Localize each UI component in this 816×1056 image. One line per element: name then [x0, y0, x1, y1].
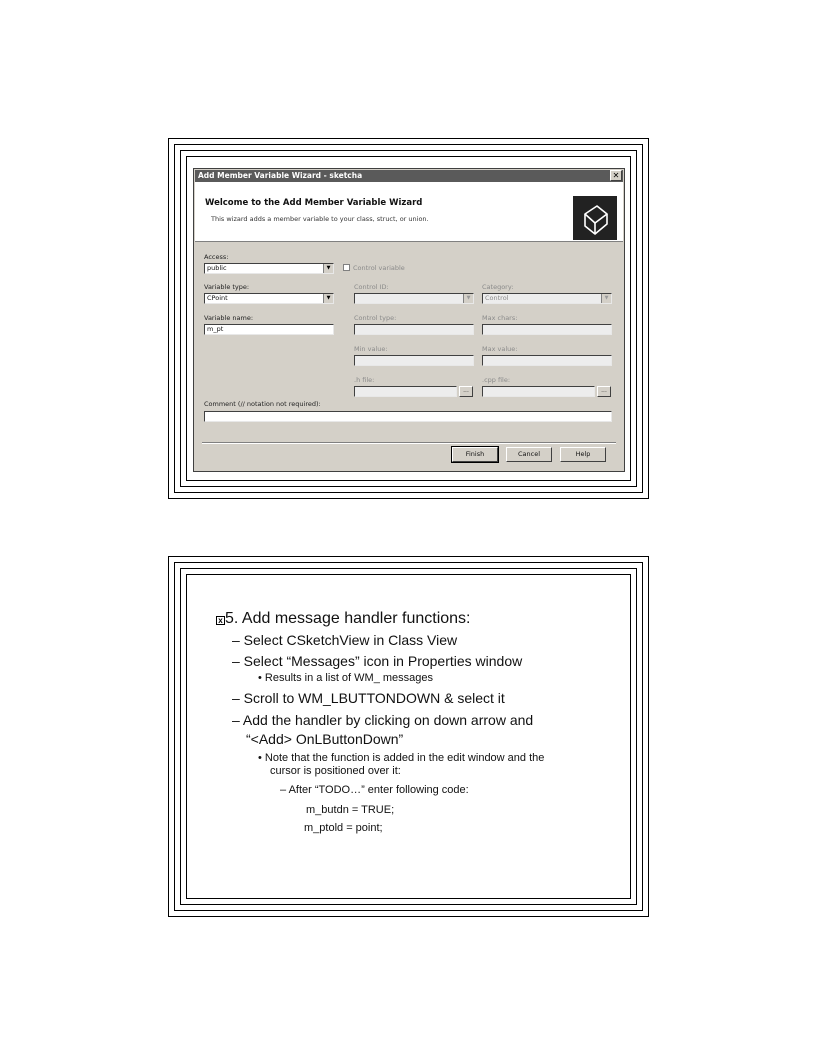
- max-value-label: Max value:: [482, 345, 518, 353]
- wizard-banner: [195, 182, 623, 242]
- cancel-button[interactable]: Cancel: [506, 447, 552, 462]
- control-variable-label: Control variable: [353, 264, 405, 272]
- access-select[interactable]: [204, 263, 334, 274]
- min-value-label: Min value:: [354, 345, 388, 353]
- list-item: – Select CSketchView in Class View: [232, 632, 458, 648]
- h-file-input[interactable]: [354, 386, 457, 397]
- max-chars-label: Max chars:: [482, 314, 518, 322]
- control-id-combo[interactable]: [354, 293, 474, 304]
- max-chars-input[interactable]: [482, 324, 612, 335]
- h-file-browse-button[interactable]: ...: [459, 386, 473, 397]
- cpp-file-browse-button[interactable]: ...: [597, 386, 611, 397]
- code-line: m_butdn = TRUE;: [306, 804, 395, 816]
- dialog-title: Add Member Variable Wizard - sketcha: [198, 171, 363, 180]
- slide-heading: 5. Add message handler functions:: [225, 610, 471, 627]
- category-combo[interactable]: [482, 293, 612, 304]
- close-icon[interactable]: ✕: [610, 170, 622, 181]
- access-value: public: [207, 264, 227, 272]
- list-item: – Scroll to WM_LBUTTONDOWN & select it: [232, 690, 505, 706]
- variable-name-input[interactable]: m_pt: [204, 324, 334, 335]
- control-type-input[interactable]: [354, 324, 474, 335]
- variable-type-label: Variable type:: [204, 283, 250, 291]
- category-value: Control: [485, 294, 509, 302]
- cpp-file-input[interactable]: [482, 386, 595, 397]
- add-member-variable-dialog: [193, 168, 625, 472]
- checkbox-bullet-icon: x: [216, 616, 225, 625]
- wizard-cube-icon: [573, 196, 617, 240]
- variable-name-label: Variable name:: [204, 314, 254, 322]
- list-item: • Results in a list of WM_ messages: [258, 672, 434, 684]
- control-id-label: Control ID:: [354, 283, 389, 291]
- variable-type-combo[interactable]: [204, 293, 334, 304]
- slide-1: [168, 138, 649, 499]
- chevron-down-icon: ▼: [463, 294, 473, 303]
- help-button[interactable]: Help: [560, 447, 606, 462]
- comment-input[interactable]: [204, 411, 612, 422]
- cpp-file-label: .cpp file:: [482, 376, 511, 384]
- chevron-down-icon: ▼: [323, 264, 333, 273]
- list-item: – After “TODO…” enter following code:: [280, 784, 469, 796]
- list-item: – Select “Messages” icon in Properties window: [232, 653, 523, 669]
- list-item: “<Add> OnLButtonDown”: [246, 731, 404, 747]
- min-value-input[interactable]: [354, 355, 474, 366]
- wizard-heading: Welcome to the Add Member Variable Wizard: [205, 198, 423, 208]
- dialog-separator: [202, 442, 616, 444]
- comment-label: Comment (// notation not required):: [204, 400, 321, 408]
- list-item: cursor is positioned over it:: [270, 765, 401, 777]
- h-file-label: .h file:: [354, 376, 375, 384]
- chevron-down-icon: ▼: [323, 294, 333, 303]
- list-item: – Add the handler by clicking on down arrow and: [232, 712, 534, 728]
- max-value-input[interactable]: [482, 355, 612, 366]
- wizard-subtitle: This wizard adds a member variable to your class, struct, or union.: [211, 215, 429, 223]
- dialog-title-bar: [195, 170, 623, 182]
- slide-2: [168, 556, 649, 917]
- variable-type-value: CPoint: [207, 294, 228, 302]
- category-label: Category:: [482, 283, 514, 291]
- access-label: Access:: [204, 253, 229, 261]
- control-type-label: Control type:: [354, 314, 397, 322]
- chevron-down-icon: ▼: [601, 294, 611, 303]
- control-variable-checkbox[interactable]: [343, 264, 350, 271]
- list-item: • Note that the function is added in the edit window and the: [258, 752, 545, 764]
- finish-button[interactable]: Finish: [452, 447, 498, 462]
- code-line: m_ptold = point;: [304, 822, 383, 834]
